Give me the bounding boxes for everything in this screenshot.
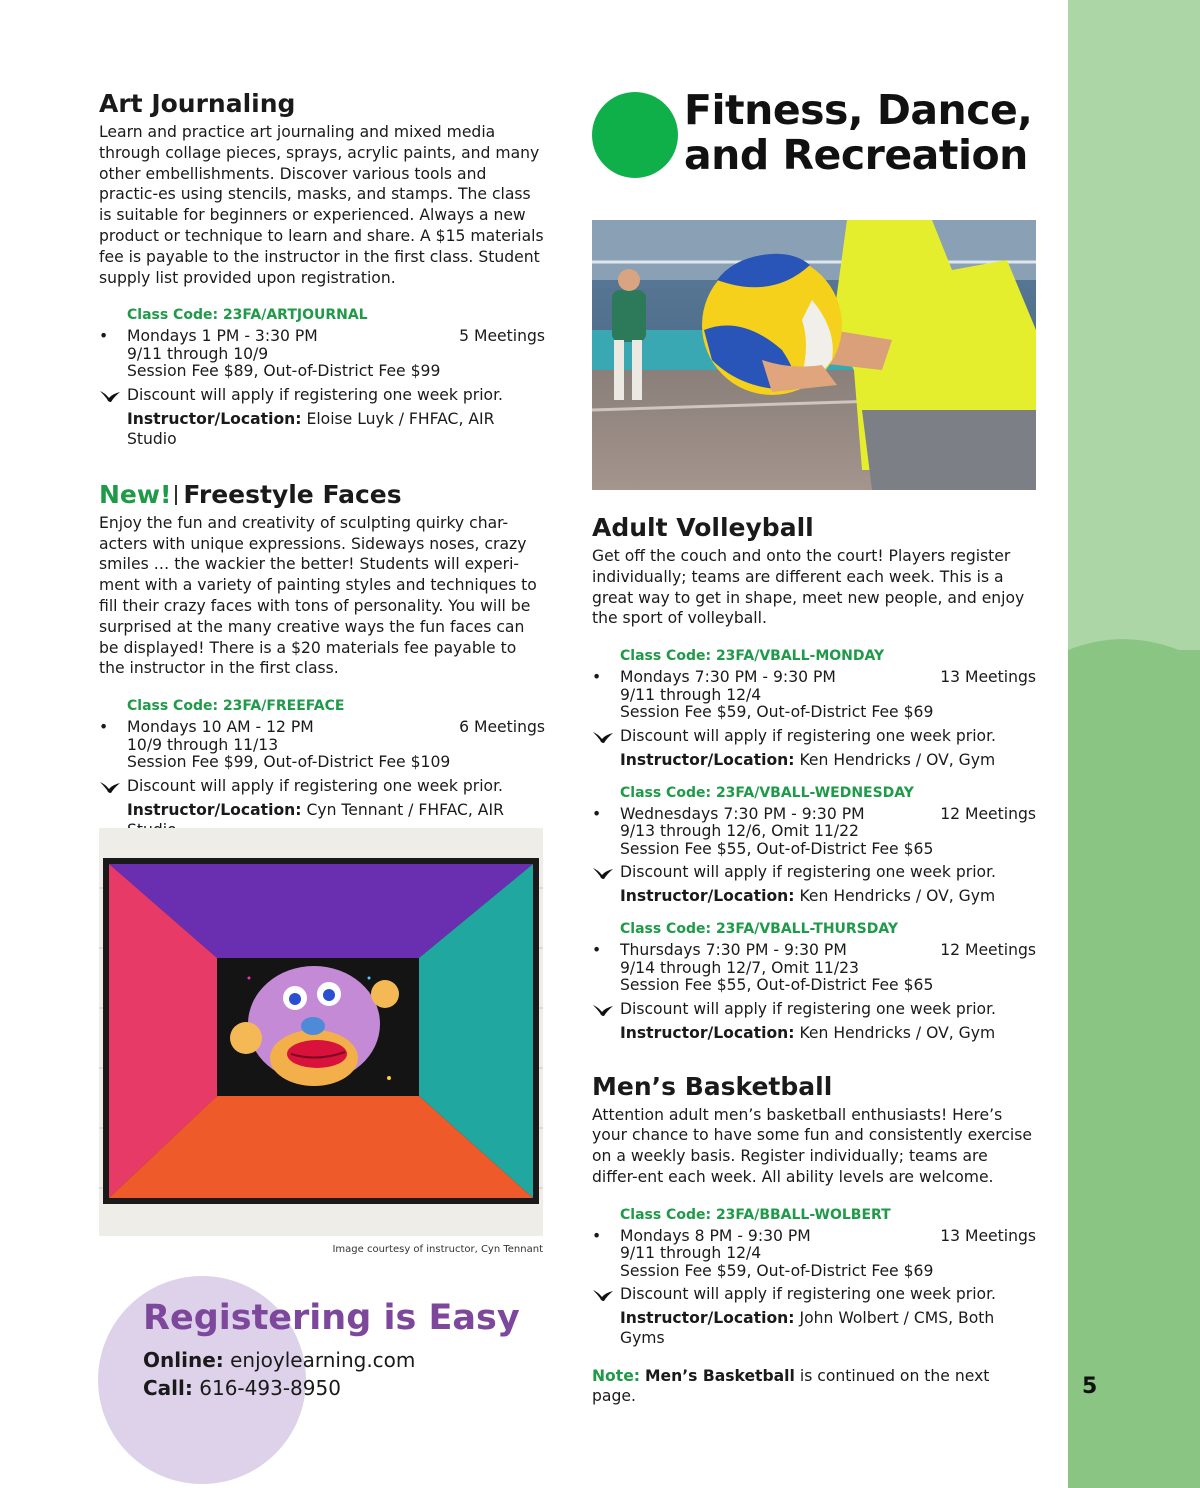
session-block — [592, 647, 1036, 770]
discount-row — [592, 862, 1036, 882]
bird-icon — [592, 1003, 614, 1017]
class-code: Class Code: 23FA/VBALL-WEDNESDAY — [620, 784, 914, 801]
discount-text: Discount will apply if registering one week prior. — [620, 863, 997, 882]
session-schedule: Thursdays 7:30 PM - 9:30 PM — [620, 941, 847, 960]
section-title-line: and Recreation — [684, 131, 1028, 179]
instructor-row — [620, 750, 1036, 770]
session-row — [99, 719, 545, 737]
image-caption: Image courtesy of instructor, Cyn Tennant — [332, 1244, 543, 1255]
session-dates: 9/11 through 12/4 — [620, 685, 762, 704]
bullet-icon: • — [592, 1226, 602, 1245]
bird-icon — [592, 1288, 614, 1302]
bullet-icon: • — [592, 941, 602, 960]
instructor-value: Ken Hendricks / OV, Gym — [799, 750, 996, 769]
session-row — [592, 942, 1036, 960]
instructor-row — [127, 409, 545, 449]
instructor-label: Instructor/Location: — [620, 1309, 795, 1328]
session-schedule: Mondays 7:30 PM - 9:30 PM — [620, 668, 836, 687]
session-block — [592, 1206, 1036, 1349]
left-column — [99, 88, 545, 840]
session-row — [592, 1228, 1036, 1246]
session-meetings: 5 Meetings — [459, 327, 545, 346]
instructor-label: Instructor/Location: — [620, 1023, 795, 1042]
registering-online — [143, 1348, 415, 1372]
phone-number: 616-493-8950 — [199, 1376, 341, 1400]
divider — [175, 485, 177, 505]
instructor-label: Instructor/Location: — [620, 750, 795, 769]
discount-text: Discount will apply if registering one week prior. — [620, 726, 997, 745]
session-block — [592, 920, 1036, 1043]
volleyball-section — [592, 512, 1036, 1406]
volleyball-photo — [592, 220, 1036, 490]
discount-row — [592, 1284, 1036, 1304]
course-description: Enjoy the fun and creativity of sculpting quirky char-acters with unique expressions. Sideways noses, crazy smiles … the wackier the better! Students will experi-ment with a variety of painting styles and techniques to fill their crazy faces with tons of personality. You will be surprised at the many creative ways the fun faces can be displayed! There is a $20 materials fee payable to the instructor in the first class. — [99, 513, 537, 678]
bullet-icon: • — [99, 718, 109, 737]
session-dates: 9/14 through 12/7, Omit 11/23 — [620, 958, 859, 977]
registering-call — [143, 1376, 341, 1400]
continuation-note — [592, 1366, 1036, 1406]
section-title — [684, 88, 1032, 178]
discount-text: Discount will apply if registering one week prior. — [620, 1285, 997, 1304]
session-fee: Session Fee $55, Out-of-District Fee $65 — [620, 839, 934, 858]
registering-title: Registering is Easy — [143, 1298, 520, 1338]
session-fee: Session Fee $59, Out-of-District Fee $69 — [620, 703, 934, 722]
discount-row — [99, 385, 545, 405]
class-code: Class Code: 23FA/VBALL-MONDAY — [620, 648, 885, 665]
course-description: Learn and practice art journaling and mixed media through collage pieces, sprays, acrylic paints, and many other embellishments. Discover various tools and practic-es using stencils, masks, and stamps. The class is suitable for beginners or experienced. Always a new product or technique to learn and share. A $15 materials fee is payable to the instructor in the first class. Student supply list provided upon registration. — [99, 123, 544, 287]
instructor-row — [620, 1023, 1036, 1043]
bird-icon — [99, 389, 121, 403]
instructor-value: John Wolbert / CMS, Both Gyms — [620, 1309, 995, 1348]
discount-row — [592, 999, 1036, 1019]
course-description: Get off the couch and onto the court! Players register individually; teams are different each week. This is a great way to get in shape, meet new people, and enjoy the sport of volleyball. — [592, 547, 1025, 628]
session-meetings: 12 Meetings — [940, 941, 1036, 960]
sidebar-band-lower — [1068, 650, 1200, 1488]
class-code: Class Code: 23FA/FREEFACE — [127, 698, 345, 715]
instructor-value: Ken Hendricks / OV, Gym — [799, 1023, 996, 1042]
discount-row — [99, 776, 545, 796]
course-title: Adult Volleyball — [592, 513, 814, 542]
note-text: is continued on the next page. — [592, 1367, 990, 1406]
course-title — [99, 479, 545, 511]
section-title-line: Fitness, Dance, — [684, 86, 1033, 134]
session-row — [592, 806, 1036, 824]
session-block — [99, 306, 545, 449]
instructor-value: Cyn Tennant / FHFAC, AIR — [306, 800, 504, 819]
session-fee: Session Fee $99, Out-of-District Fee $109 — [127, 753, 451, 772]
instructor-value: Eloise Luyk / FHFAC, AIR Studio — [127, 409, 495, 448]
session-schedule: Mondays 1 PM - 3:30 PM — [127, 327, 318, 346]
session-meetings: 13 Meetings — [940, 1226, 1036, 1245]
class-code: Class Code: 23FA/BBALL-WOLBERT — [620, 1206, 891, 1223]
session-schedule: Mondays 8 PM - 9:30 PM — [620, 1226, 811, 1245]
session-dates: 9/13 through 12/6, Omit 11/22 — [620, 822, 859, 841]
session-block — [99, 697, 545, 840]
session-schedule: Wednesdays 7:30 PM - 9:30 PM — [620, 804, 865, 823]
online-link[interactable]: enjoylearning.com — [230, 1348, 416, 1372]
session-fee: Session Fee $55, Out-of-District Fee $65 — [620, 976, 934, 995]
session-meetings: 12 Meetings — [940, 804, 1036, 823]
course-title-text: Freestyle Faces — [183, 479, 402, 509]
session-schedule: Mondays 10 AM - 12 PM — [127, 718, 314, 737]
bird-icon — [99, 780, 121, 794]
note-label: Note: — [592, 1367, 641, 1386]
session-fee: Session Fee $59, Out-of-District Fee $69 — [620, 1261, 934, 1280]
discount-row — [592, 726, 1036, 746]
bullet-icon: • — [592, 804, 602, 823]
session-dates: 9/11 through 12/4 — [620, 1244, 762, 1263]
course-title: Men’s Basketball — [592, 1071, 833, 1101]
bullet-icon: • — [592, 668, 602, 687]
class-code: Class Code: 23FA/ARTJOURNAL — [127, 307, 368, 324]
instructor-row — [620, 886, 1036, 906]
instructor-label: Instructor/Location: — [127, 800, 302, 819]
page-number: 5 — [1082, 1374, 1098, 1399]
session-row — [592, 669, 1036, 687]
call-label: Call: — [143, 1376, 193, 1400]
instructor-value: Ken Hendricks / OV, Gym — [799, 887, 996, 906]
bird-icon — [592, 730, 614, 744]
session-row — [99, 328, 545, 346]
session-dates: 9/11 through 10/9 — [127, 344, 269, 363]
instructor-label: Instructor/Location: — [620, 887, 795, 906]
discount-text: Discount will apply if registering one week prior. — [127, 385, 504, 404]
session-dates: 10/9 through 11/13 — [127, 735, 279, 754]
session-meetings: 6 Meetings — [459, 718, 545, 737]
new-badge: New! — [99, 479, 172, 509]
bullet-icon: • — [99, 327, 109, 346]
instructor-row — [620, 1308, 1036, 1348]
session-fee: Session Fee $89, Out-of-District Fee $99 — [127, 362, 441, 381]
section-header — [592, 88, 1052, 188]
note-bold: Men’s Basketball — [645, 1367, 795, 1386]
bird-icon — [592, 866, 614, 880]
discount-text: Discount will apply if registering one week prior. — [620, 999, 997, 1018]
session-meetings: 13 Meetings — [940, 668, 1036, 687]
class-code: Class Code: 23FA/VBALL-THURSDAY — [620, 921, 899, 938]
session-block — [592, 784, 1036, 907]
course-description: Attention adult men’s basketball enthusiasts! Here’s your chance to have some fun and consistently exercise on a weekly basis. Register individually; teams are differ-ent each week. All ability levels are welcome. — [592, 1105, 1032, 1187]
artwork-photo — [99, 828, 543, 1236]
instructor-label: Instructor/Location: — [127, 409, 302, 428]
online-label: Online: — [143, 1348, 224, 1372]
course-title: Art Journaling — [99, 89, 296, 118]
section-dot-icon — [592, 92, 678, 178]
discount-text: Discount will apply if registering one week prior. — [127, 776, 504, 795]
